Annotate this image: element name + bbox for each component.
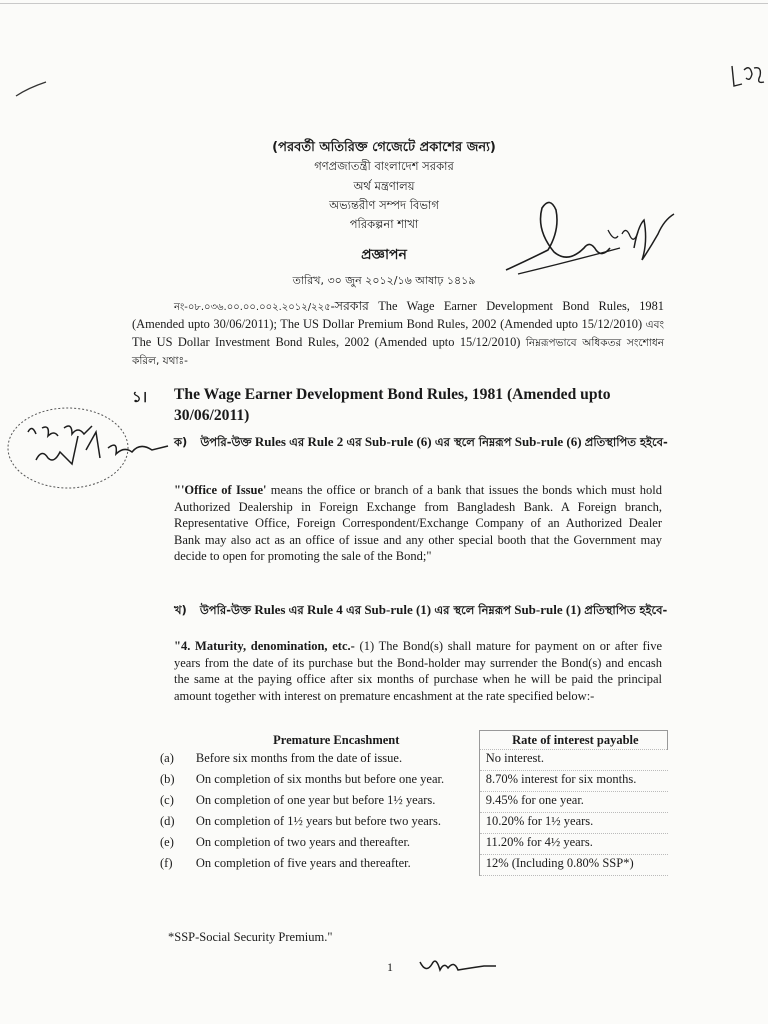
date-line: তারিখ, ৩০ জুন ২০১২/১৬ আষাঢ় ১৪১৯ bbox=[292, 274, 476, 287]
table-row bbox=[158, 855, 668, 876]
row-rate: 11.20% for 4½ years. bbox=[479, 834, 667, 855]
memo-reference: নং-০৮.০৩৬.০০.০০.০০২.২০১২/২২৫ bbox=[174, 302, 331, 313]
row-label: (e) bbox=[160, 834, 174, 849]
ministry-name: অর্থ মন্ত্রণালয় bbox=[353, 179, 415, 193]
branch-name: পরিকল্পনা শাখা bbox=[349, 217, 419, 231]
gazette-note: (পরবর্তী অতিরিক্ত গেজেটে প্রকাশের জন্য) bbox=[272, 140, 496, 155]
column-header-encashment: Premature Encashment bbox=[273, 732, 400, 747]
footnote: *SSP-Social Security Premium." bbox=[168, 930, 333, 944]
corner-handwritten-mark bbox=[728, 62, 768, 92]
stray-pen-mark bbox=[14, 80, 48, 100]
table-row bbox=[158, 792, 668, 813]
receipt-stamp bbox=[6, 402, 176, 502]
row-period: On completion of five years and thereafter. bbox=[194, 855, 479, 876]
preamble-bengali-tail: নিম্নরূপভাবে অধিকতর সংশোধন করিল, যথাঃ- bbox=[132, 337, 664, 367]
preamble-paragraph bbox=[132, 298, 664, 370]
row-period: On completion of 1½ years but before two years. bbox=[194, 813, 479, 834]
section-title: The Wage Earner Development Bond Rules, 1981 (Amended upto 30/06/2011) bbox=[174, 386, 611, 424]
row-period: Before six months from the date of issue. bbox=[194, 750, 479, 771]
table-row bbox=[158, 813, 668, 834]
row-label: (c) bbox=[160, 792, 174, 807]
clause-marker: ক) bbox=[174, 435, 188, 449]
government-name: গণপ্রজাতন্ত্রী বাংলাদেশ সরকার bbox=[314, 159, 454, 173]
scan-edge-line bbox=[0, 3, 768, 4]
row-label: (a) bbox=[160, 750, 174, 765]
office-of-issue-definition: "'Office of Issue' means the office or branch of a bank that issues the bonds which must hold Authorized Dealership in Foreign Exchange from Bangladesh Bank. A Foreign branch, Representative Office, Foreign Correspondent/Exchange Company of an Authorized Dealer Bank may also act as an office of issue and any other special booth that the Government may decide to open for promoting the sale of the Bond;" bbox=[174, 483, 662, 564]
sub-clause-b-heading: খ) উপরি-উক্ত Rules এর Rule 4 এর Sub-rule (1) এর স্থলে নিম্নরূপ Sub-rule (1) প্রতিস্থাপিত হইবে- bbox=[174, 602, 668, 617]
division-name: অভ্যন্তরীণ সম্পদ বিভাগ bbox=[329, 198, 439, 212]
row-rate: 12% (Including 0.80% SSP*) bbox=[479, 855, 667, 876]
premature-encashment-table bbox=[158, 730, 668, 876]
preamble-text-1: -সরকার The Wage Earner Development Bond Rules, 1981 (Amended upto 30/06/2011); The US Dollar Premium Bond Rules, 2002 (Amended upto 15/12/2010) bbox=[132, 299, 664, 331]
table-row bbox=[158, 771, 668, 792]
preamble-conjunction: এবং bbox=[645, 319, 664, 331]
section-number: ১। bbox=[132, 388, 148, 406]
row-rate: 9.45% for one year. bbox=[479, 792, 667, 813]
officer-signature bbox=[498, 190, 676, 282]
sub-clause-a-heading: ক) উপরি-উক্ত Rules এর Rule 2 এর Sub-rule (6) এর স্থলে নিম্নরূপ Sub-rule (6) প্রতিস্থাপিত হইবে- bbox=[174, 434, 668, 449]
page-initials bbox=[418, 952, 498, 978]
maturity-clause: "4. Maturity, denomination, etc.- (1) The Bond(s) shall mature for payment on or after five years from the date of its purchase but the Bond-holder may surrender the Bond(s) and encash the same at the paying office after six months of purchase when he will be paid the principal amount together with interest on premature encashment at the rate specified below:- bbox=[174, 639, 662, 703]
row-rate: 10.20% for 1½ years. bbox=[479, 813, 667, 834]
clause-marker: খ) bbox=[174, 603, 187, 617]
row-label: (b) bbox=[160, 771, 175, 786]
clause-heading: "4. Maturity, denomination, etc.- bbox=[174, 639, 355, 653]
column-header-rate: Rate of interest payable bbox=[479, 731, 667, 750]
page-number: 1 bbox=[387, 960, 393, 974]
preamble-text-2: The US Dollar Investment Bond Rules, 2002 (Amended upto 15/12/2010) bbox=[132, 335, 526, 349]
row-rate: No interest. bbox=[479, 750, 667, 771]
row-period: On completion of one year but before 1½ years. bbox=[194, 792, 479, 813]
row-period: On completion of six months but before one year. bbox=[194, 771, 479, 792]
row-label: (d) bbox=[160, 813, 175, 828]
defined-term: "'Office of Issue' bbox=[174, 483, 267, 497]
row-period: On completion of two years and thereafter. bbox=[194, 834, 479, 855]
table-row bbox=[158, 750, 668, 771]
row-rate: 8.70% interest for six months. bbox=[479, 771, 667, 792]
table-row bbox=[158, 834, 668, 855]
row-label: (f) bbox=[160, 855, 173, 870]
table-header-row bbox=[158, 731, 668, 750]
notification-title: প্রজ্ঞাপন bbox=[361, 247, 407, 263]
